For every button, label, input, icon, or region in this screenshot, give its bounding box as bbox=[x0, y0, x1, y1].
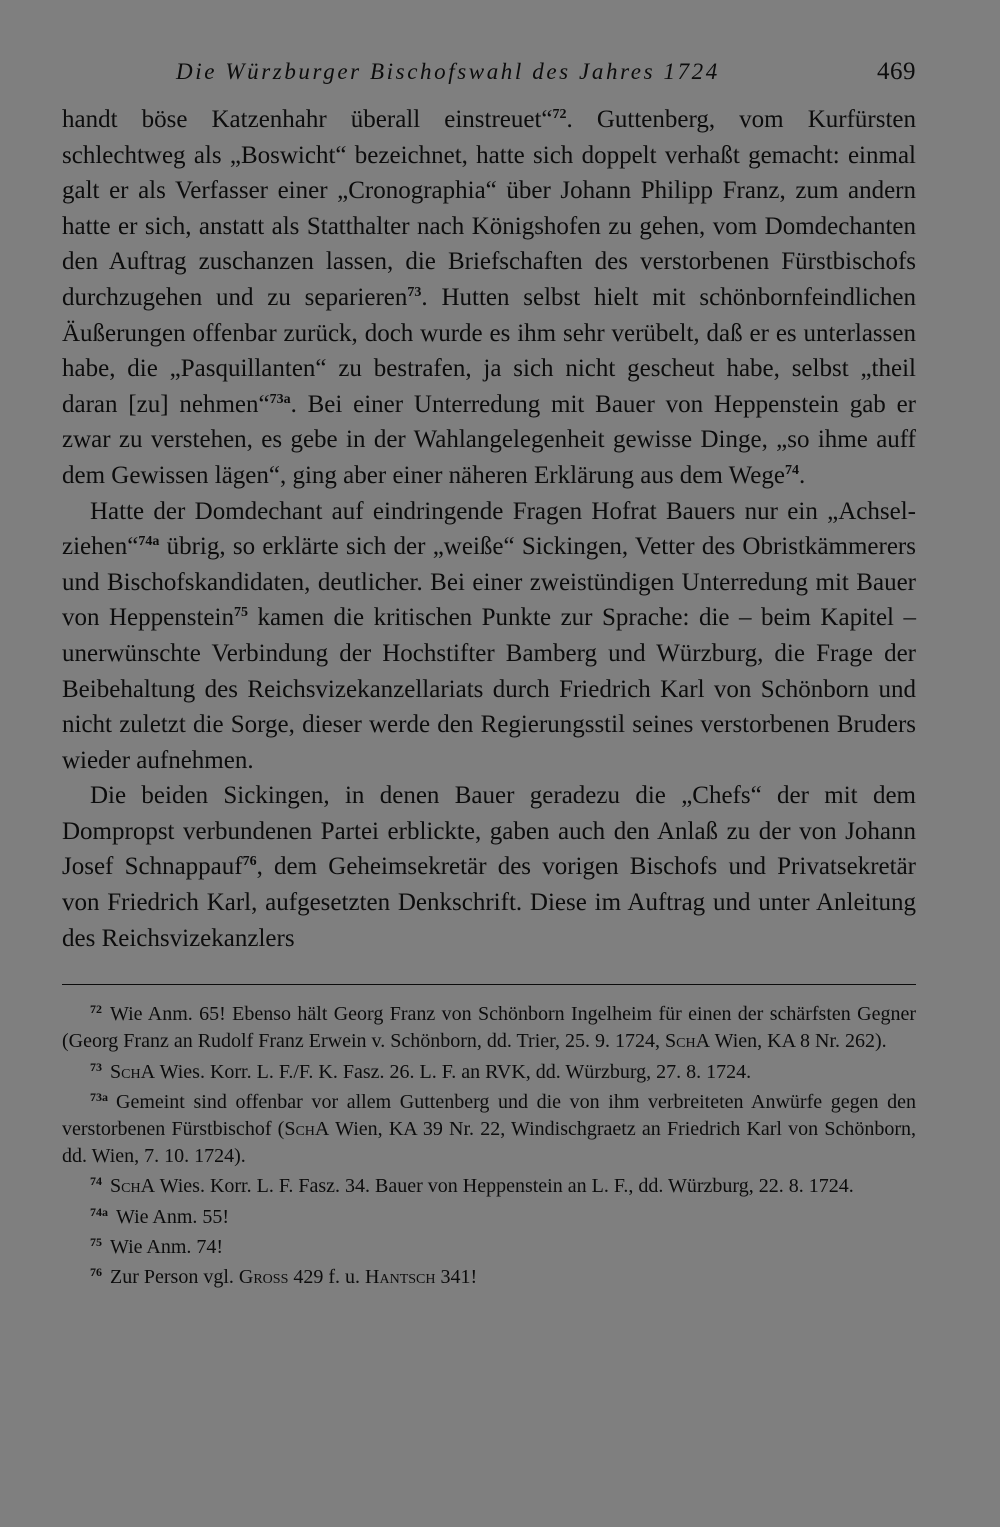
running-head bbox=[62, 58, 916, 102]
footnote-reference: 74a bbox=[138, 534, 160, 550]
footnote bbox=[62, 1001, 916, 1055]
footnote-number: 75 bbox=[90, 1234, 102, 1249]
footnote-number: 76 bbox=[90, 1265, 102, 1280]
text-run: Wies. Korr. L. F./F. K. Fasz. 26. L. F. an RVK, dd. Würzburg, 27. 8. 1724. bbox=[155, 1060, 752, 1083]
text-run: . Hutten selbst hielt mit schönbornfeindlichen Äußerungen offenbar zurück, doch wurde es ihm sehr verübelt, daß er es unterlassen habe, die „Pasquillanten“ zu bestrafen, ja sich nicht gescheut habe, selbst „theil daran [zu] nehmen“ bbox=[62, 283, 916, 418]
footnote-reference: 72 bbox=[552, 107, 567, 122]
text-run: . Guttenberg, vom Kurfürsten schlechtweg als „Boswicht“ bezeichnet, hatte sich doppelt verhaßt gemacht: einmal galt er als Verfasser einer „Cronographia“ über Johann Philipp Franz, zum andern hatte er sich, anstatt als Statthalter nach Königshofen zu gehen, vom Domdechanten den Auftrag zuschanzen lassen, die Briefschaften des verstorbenen Fürstbischofs durchzugehen und zu separieren bbox=[62, 106, 916, 311]
text-run: Zur Person vgl. bbox=[110, 1266, 239, 1289]
text-run: Wies. Korr. L. F. Fasz. 34. Bauer von Heppenstein an L. F., dd. Würzburg, 22. 8. 1724. bbox=[155, 1175, 854, 1198]
footnote-reference: 74 bbox=[784, 462, 799, 478]
text-run: . Bei einer Unterredung mit Bauer von Heppenstein gab er zwar zu verstehen, es gebe in der Wahlangelegenheit gewisse Dinge, „so ihme auff dem Gewissen lägen“, ging aber einer näheren Erklärung aus dem Wege bbox=[62, 390, 916, 489]
footnote bbox=[62, 1089, 916, 1171]
text-run: kamen die kritischen Punkte zur Sprache: die – beim Kapitel – unerwünschte Verbindung der Hochstifter Bamberg und Würzburg, die Frage der Beibehaltung des Reichsvizekanzellariats durch Friedrich Karl von Schönborn und nicht zuletzt die Sorge, dieser werde den Regierungsstil seines verstorbenen Bruders wieder aufnehmen. bbox=[62, 604, 916, 774]
footnote bbox=[62, 1059, 916, 1086]
small-caps-text: Hantsch bbox=[365, 1266, 436, 1289]
running-title: Die Würzburger Bischofswahl des Jahres 1724 bbox=[176, 59, 720, 84]
small-caps-text: SchA bbox=[665, 1030, 711, 1053]
text-run: Wien, KA 39 Nr. 22, Windischgraetz an Friedrich Karl von Schönborn, dd. Wien, 7. 10. 1724). bbox=[62, 1118, 917, 1168]
text-run: übrig, so erklärte sich der „weiße“ Sickingen, Vetter des Obristkämmerers und Bischofskandidaten, deutlicher. Bei einer zweistündigen Unterredung mit Bauer von Heppenstein bbox=[62, 533, 916, 632]
footnote-reference: 76 bbox=[242, 854, 257, 870]
footnote-rule bbox=[62, 984, 916, 985]
footnote-number: 74a bbox=[90, 1204, 108, 1219]
paragraph bbox=[62, 778, 916, 956]
text-run: Wie Anm. 55! bbox=[116, 1205, 230, 1228]
text-run: Wie Anm. 74! bbox=[110, 1235, 224, 1258]
text-run: Wien, KA 8 Nr. 262). bbox=[710, 1030, 887, 1053]
body-text bbox=[62, 102, 916, 956]
footnote bbox=[62, 1234, 916, 1261]
footnote-number: 72 bbox=[90, 1002, 102, 1017]
small-caps-text: SchA bbox=[110, 1060, 156, 1083]
text-run: Wie Anm. 65! Ebenso hält Georg Franz von Schönborn Ingelheim für einen der schärfsten Gegner (Georg Franz an Rudolf Franz Erwein v. Schönborn, dd. Trier, 25. 9. 1724, bbox=[62, 1003, 916, 1053]
small-caps-text: Gross bbox=[238, 1266, 289, 1289]
text-run: Hatte der Domdechant auf eindringende Fragen Hofrat Bauers nur ein „Achsel-ziehen“ bbox=[62, 497, 916, 561]
text-run: 341! bbox=[435, 1266, 478, 1289]
text-run: Gemeint sind offenbar vor allem Guttenberg und die von ihm verbreiteten Anwürfe gegen den verstorbenen Fürstbischof ( bbox=[62, 1090, 916, 1141]
text-run: handt böse Katzenhahr überall einstreuet“ bbox=[62, 106, 553, 133]
footnotes bbox=[62, 1001, 916, 1291]
small-caps-text: SchA bbox=[284, 1118, 330, 1141]
paragraph bbox=[62, 494, 916, 779]
footnote-reference: 73a bbox=[269, 391, 291, 407]
text-run: Die beiden Sickingen, in denen Bauer geradezu die „Chefs“ der mit dem Dompropst verbundenen Partei erblickte, gaben auch den Anlaß zu der von Johann Josef Schnappauf bbox=[62, 782, 916, 881]
footnote bbox=[62, 1264, 916, 1291]
paragraph bbox=[62, 102, 916, 494]
book-page bbox=[62, 58, 916, 1294]
footnote-number: 73a bbox=[90, 1089, 108, 1104]
footnote-reference: 73 bbox=[407, 284, 422, 300]
footnote bbox=[62, 1204, 916, 1231]
footnote-number: 73 bbox=[90, 1059, 102, 1074]
footnote-number: 74 bbox=[90, 1174, 102, 1189]
small-caps-text: SchA bbox=[110, 1175, 156, 1198]
text-run: . bbox=[798, 461, 806, 489]
text-run: 429 f. u. bbox=[288, 1266, 366, 1289]
page-number: 469 bbox=[877, 58, 916, 85]
text-run: , dem Geheimsekretär des vorigen Bischofs und Privatsekretär von Friedrich Karl, aufgesetzten Denkschrift. Diese im Auftrag und unter Anleitung des Reichsvizekanzlers bbox=[62, 853, 916, 952]
footnote-reference: 75 bbox=[233, 605, 248, 621]
footnote bbox=[62, 1173, 916, 1200]
